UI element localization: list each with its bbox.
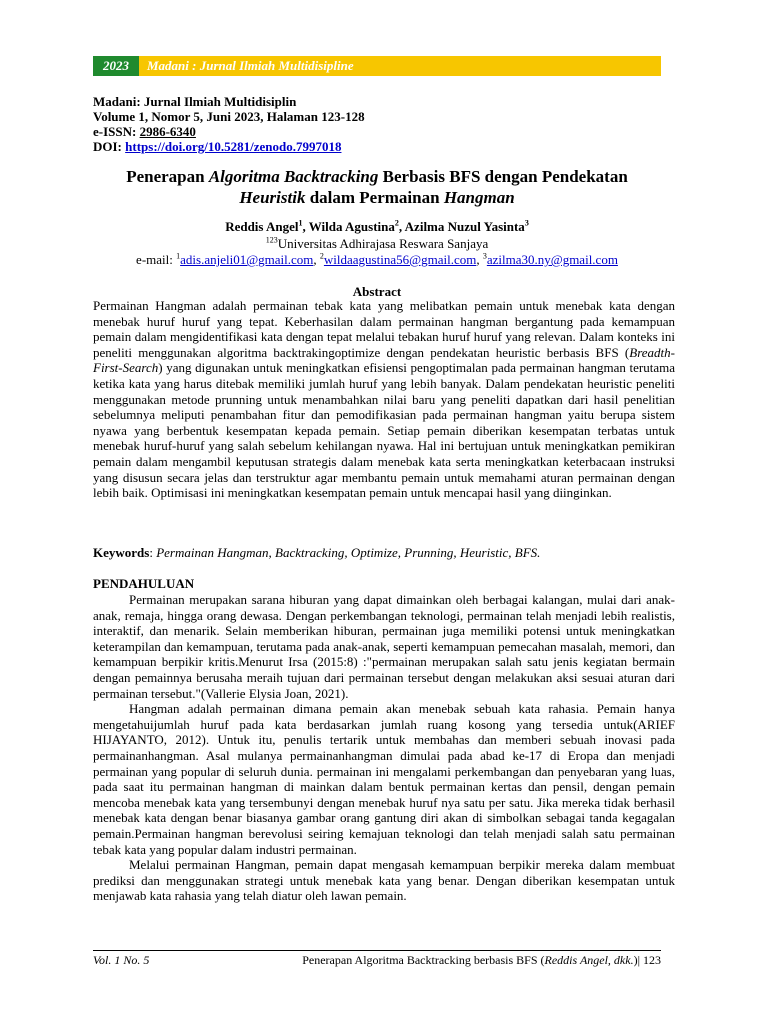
paragraph: Melalui permainan Hangman, pemain dapat mengasah kemampuan berpikir mereka dalam membuat prediksi dan menggunakan strategi untuk menebak kata yang benar. Dengan diberikan kesempatan untuk menjawab kata rahasia yang telah diatur oleh lawan pemain. <box>93 857 675 904</box>
author-name: , Azilma Nuzul Yasinta <box>398 219 525 234</box>
keywords-text: Permainan Hangman, Backtracking, Optimize, Prunning, Heuristic, BFS. <box>156 545 541 560</box>
doi-label: DOI: <box>93 139 126 154</box>
author-name: Reddis Angel <box>225 219 299 234</box>
title-part: Penerapan <box>126 167 209 186</box>
email-sup: 3 <box>482 251 487 261</box>
keywords-sep: : <box>149 545 157 560</box>
footer-running-title: Penerapan Algoritma Backtracking berbasis BFS ( <box>302 953 545 967</box>
title-part: Berbasis BFS dengan Pendekatan <box>378 167 628 186</box>
banner-journal-title: Madani : Jurnal Ilmiah Multidisipline <box>147 58 354 73</box>
banner-year: 2023 <box>93 56 139 76</box>
title-part: dalam Permainan <box>305 188 444 207</box>
title-italic: Hangman <box>443 188 515 207</box>
email-link[interactable]: azilma30.ny@gmail.com <box>486 252 618 267</box>
issn-label: e-ISSN: <box>93 124 140 139</box>
meta-volume: Volume 1, Nomor 5, Juni 2023, Halaman 123-128 <box>93 109 365 124</box>
author-list <box>93 219 661 235</box>
email-sup: 2 <box>319 251 324 261</box>
email-sep: , <box>476 252 483 267</box>
footer-running-authors: Reddis Angel, dkk. <box>544 953 634 967</box>
author-sup: 2 <box>394 218 399 228</box>
issn-value[interactable]: 2986-6340 <box>139 124 196 139</box>
abstract-italic: Breadth-First-Search <box>93 344 675 376</box>
doi-link[interactable]: https://doi.org/10.5281/zenodo.7997018 <box>125 139 342 154</box>
affiliation-text: Universitas Adhirajasa Reswara Sanjaya <box>277 236 489 251</box>
author-name: , Wilda Agustina <box>302 219 395 234</box>
meta-issn <box>93 124 365 139</box>
affiliation <box>93 236 661 252</box>
abstract-text <box>93 298 675 501</box>
email-link[interactable]: adis.anjeli01@gmail.com <box>180 252 314 267</box>
keywords-label: Keywords <box>93 545 150 560</box>
title-italic: Algoritma Backtracking <box>208 167 379 186</box>
meta-doi <box>93 139 365 154</box>
email-link[interactable]: wildaagustina56@gmail.com <box>323 252 477 267</box>
email-sup: 1 <box>176 251 181 261</box>
section-heading: PENDAHULUAN <box>93 576 195 591</box>
page-footer <box>93 953 661 968</box>
abstract-heading: Abstract <box>352 284 402 299</box>
footer-page-number: )| 123 <box>633 953 661 967</box>
journal-banner <box>93 56 661 76</box>
affiliation-sup: 123 <box>265 235 278 245</box>
intro-body <box>93 592 675 904</box>
footer-volume: Vol. 1 No. 5 <box>93 953 150 967</box>
email-label: e-mail: <box>136 252 177 267</box>
email-sep: , <box>313 252 320 267</box>
footer-divider <box>93 950 661 951</box>
footer-running-head <box>302 953 661 968</box>
paper-title <box>93 166 661 208</box>
keywords <box>93 545 540 561</box>
email-line <box>93 252 661 268</box>
abstract-part: ) yang digunakan untuk meningkatkan efisiensi pengoptimalan pada permainan hangman terutama ketika kata yang harus ditebak memiliki jumlah huruf yang lebih banyak. Dalam pendekatan heuristic peneliti menggunakan metode prunning untuk menambahkan nilai baru yang peneliti dapatkan dari hasil penelitian sebelumnya meliputi penambahan fitur dan pemodifikasian pada permainan hangman yaitu berupa sistem nyawa yang berbentuk kesempatan kepada pemain. Setiap pemain diberikan kesempatan terbatas untuk menebak huruf-huruf yang salah sebelum kehilangan nyawa. Hal ini bertujuan untuk meningkatkan pemikiran pemain dalam mengambil keputusan strategis dalam menebak kata serta meningkatkan keterbacaan instruksi yang disusun secara jelas dan terstruktur agar membantu pemain untuk memahami aturan permainan dengan lebih baik. Optimisasi ini meningkatkan kesempatan pemain untuk mencapai hasil yang diinginkan. <box>93 360 675 501</box>
meta-journal: Madani: Jurnal Ilmiah Multidisiplin <box>93 94 297 109</box>
paragraph: Hangman adalah permainan dimana pemain akan menebak sebuah kata rahasia. Pemain hanya mengetahuijumlah huruf pada kata berdasarkan jumlah ruang kosong yang tersedia untuk(ARIEF HIJAYANTO, 2012). Untuk itu, penulis tertarik untuk membahas dan memberi sebuah inovasi pada permainanhangman. Asal mulanya permainanhangman dimulai pada abad ke-17 di Eropa dan menjadi permainan yang popular di seluruh dunia. permainan ini mengalami perkembangan dan penyebaran yang luas, pada saat itu permainan hangman di mainkan dalam bentuk permainan kertas dan pensil, dengan pemain mencoba menebak kata yang tersembunyi dengan menebak huruf nya satu per satu. Jika mereka tidak berhasil menebak kata dengan benar biasanya gambar orang gantung diri akan di simbolkan sebagai tanda kegagalan pemain.Permainan hangman berevolusi seiring kemajuan teknologi dan telah menjadi salah satu permainan tebak kata yang popular dalam industri permainan. <box>93 701 675 857</box>
paragraph: Permainan merupakan sarana hiburan yang dapat dimainkan oleh berbagai kalangan, mulai dari anak-anak, remaja, hingga orang dewasa. Dengan perkembangan teknologi, permainan telah menjadi lebih realistis, interaktif, dan menarik. Selain memberikan hiburan, permainan juga memiliki potensi untuk meningkatkan keterampilan dan kemampuan, terutama pada anak-anak, seperti kemampuan pemecahan masalah, memori, dan kemampuan berpikir kritis.Menurut Irsa (2015:8) :"permainan merupakan salah satu jenis kegiatan bermain dengan pemainnya berusaha meraih tujuan dari permainan tersebut dengan melakukan aksi sesuai aturan dari permainan tersebut."(Vallerie Elysia Joan, 2021). <box>93 592 675 701</box>
journal-meta <box>93 94 365 154</box>
abstract-part: Permainan Hangman adalah permainan tebak kata yang melibatkan pemain untuk menebak kata dengan menebak huruf huruf yang tepat. Keberhasilan dalam permainan hangman bergantung pada kemampuan pemain dalam mengidentifikasi kata dengan tepat melalui tebakan huruf huruf yang relevan. Dalam konteks ini peneliti menggunakan algoritma backtrakingoptimize dengan pendekatan heuristic berbasis BFS ( <box>93 298 675 360</box>
author-sup: 3 <box>524 218 529 228</box>
author-sup: 1 <box>298 218 303 228</box>
title-italic: Heuristik <box>239 188 306 207</box>
